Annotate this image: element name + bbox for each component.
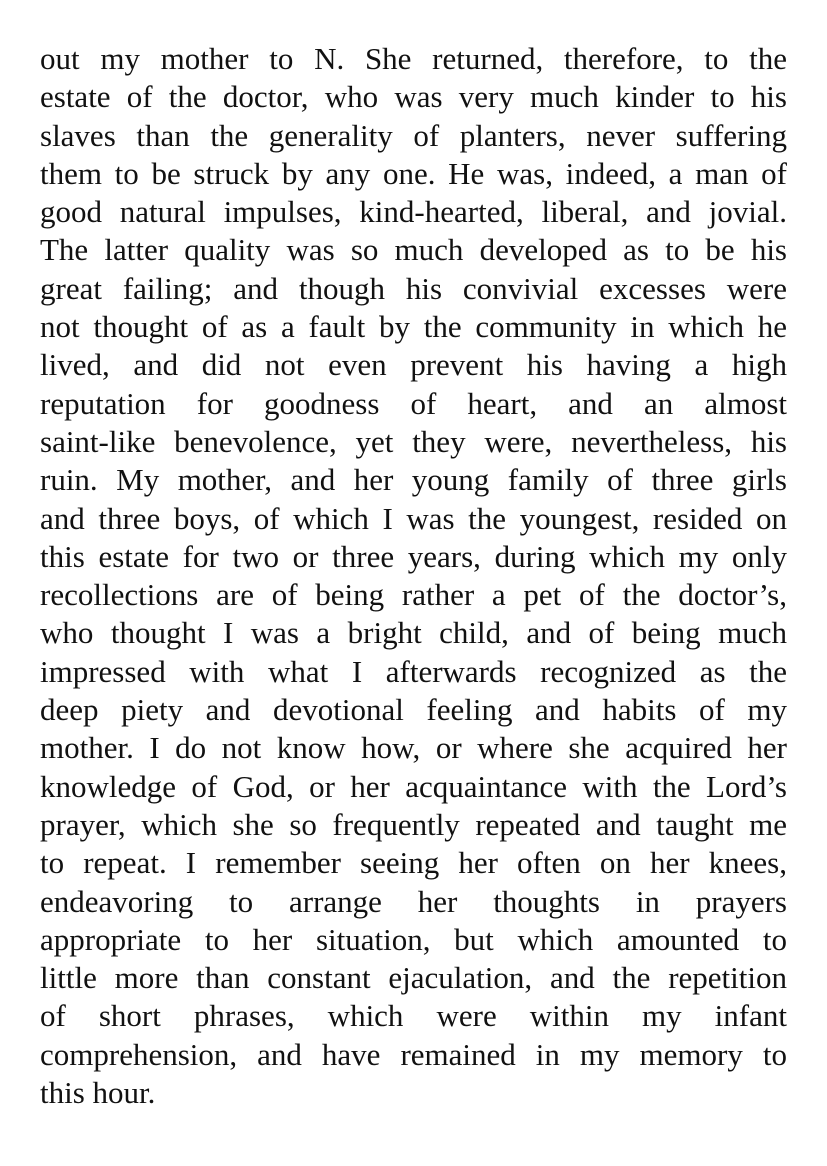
- text-line: slaves than the generality of planters, never suffering: [40, 117, 787, 153]
- text-line: lived, and did not even prevent his having a high: [40, 347, 787, 383]
- text-line: impressed with what I afterwards recognized as the: [40, 653, 787, 689]
- text-line: mother. I do not know how, or where she acquired her: [40, 730, 787, 766]
- text-line: appropriate to her situation, but which amounted to: [40, 921, 787, 957]
- text-line: recollections are of being rather a pet of the doctor’s,: [40, 577, 787, 613]
- document-page: [40, 40, 787, 1112]
- text-line: them to be struck by any one. He was, indeed, a man of: [40, 155, 787, 191]
- text-line: deep piety and devotional feeling and habits of my: [40, 692, 787, 728]
- text-line: saint-like benevolence, yet they were, nevertheless, his: [40, 423, 787, 459]
- text-line: comprehension, and have remained in my memory to: [40, 1036, 787, 1072]
- text-line: this hour.: [40, 1075, 156, 1111]
- text-line: and three boys, of which I was the youngest, resided on: [40, 500, 787, 536]
- text-line: good natural impulses, kind-hearted, liberal, and jovial.: [40, 194, 787, 230]
- text-line: out my mother to N. She returned, therefore, to the: [40, 41, 787, 76]
- text-line: estate of the doctor, who was very much kinder to his: [40, 79, 787, 115]
- text-line: this estate for two or three years, during which my only: [40, 538, 787, 574]
- text-line: of short phrases, which were within my infant: [40, 998, 787, 1034]
- text-line: endeavoring to arrange her thoughts in prayers: [40, 883, 787, 919]
- text-line: prayer, which she so frequently repeated and taught me: [40, 806, 787, 842]
- text-line: reputation for goodness of heart, and an almost: [40, 385, 787, 421]
- text-line: to repeat. I remember seeing her often on her knees,: [40, 845, 787, 881]
- text-line: knowledge of God, or her acquaintance with the Lord’s: [40, 768, 787, 804]
- text-line: great failing; and though his convivial excesses were: [40, 270, 787, 306]
- text-line: not thought of as a fault by the community in which he: [40, 309, 787, 345]
- text-line: ruin. My mother, and her young family of three girls: [40, 462, 787, 498]
- text-line: who thought I was a bright child, and of being much: [40, 615, 787, 651]
- text-line: little more than constant ejaculation, and the repetition: [40, 960, 787, 996]
- text-line: The latter quality was so much developed as to be his: [40, 232, 787, 268]
